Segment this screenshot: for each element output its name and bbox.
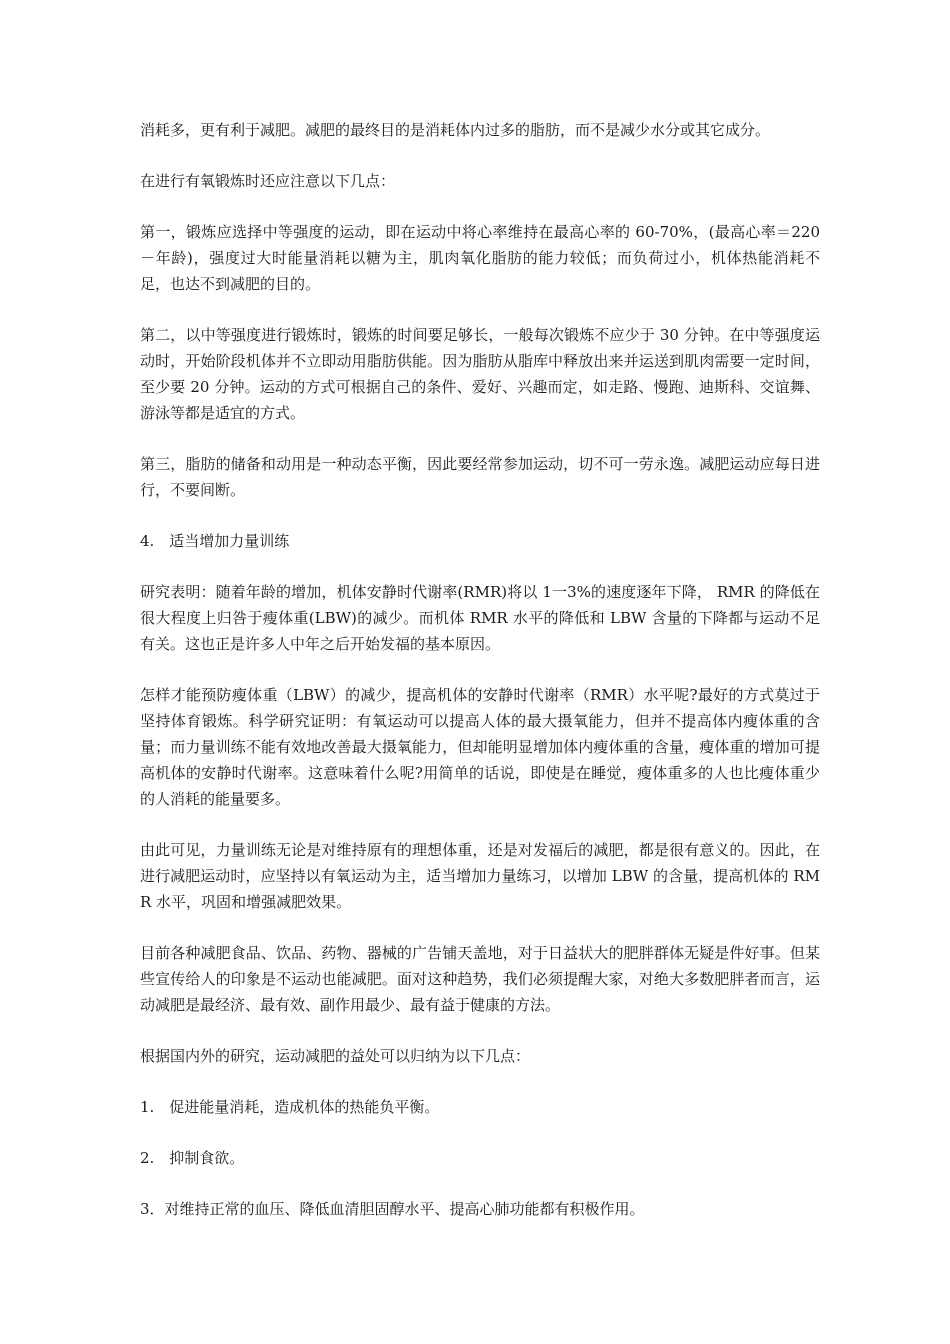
paragraph-intro-conclusion: 消耗多，更有利于减肥。减肥的最终目的是消耗体内过多的脂肪，而不是减少水分或其它成分。 (140, 121, 771, 139)
paragraph-point-three: 第三，脂肪的储备和动用是一种动态平衡，因此要经常参加运动，切不可一劳永逸。减肥运动应每日进行，不要间断。 (140, 455, 820, 499)
paragraph-diet-products: 目前各种减肥食品、饮品、药物、器械的广告铺天盖地，对于日益状大的肥胖群体无疑是件好事。但某些宣传给人的印象是不运动也能减肥。面对这种趋势，我们必须提醒大家，对绝大多数肥胖者而言，运动减肥是最经济、最有效、副作用最少、最有益于健康的方法。 (140, 944, 820, 1014)
section-heading-strength-training: 4. 适当增加力量训练 (140, 532, 290, 550)
paragraph-aerobic-notes-heading: 在进行有氧锻炼时还应注意以下几点： (140, 172, 396, 190)
list-item-benefit-2: 2. 抑制食欲。 (140, 1149, 245, 1167)
document-page (140, 117, 820, 1247)
list-item-benefit-3: 3．对维持正常的血压、降低血清胆固醇水平、提高心肺功能都有积极作用。 (140, 1200, 645, 1218)
paragraph-point-one: 第一，锻炼应选择中等强度的运动，即在运动中将心率维持在最高心率的 60-70%，(最高心率＝220－年龄)，强度过大时能量消耗以糖为主，肌肉氧化脂肪的能力较低；而负荷过小，机体热能消耗不足，也达不到减肥的目的。 (140, 223, 820, 293)
list-item-benefit-1: 1. 促进能量消耗，造成机体的热能负平衡。 (140, 1098, 440, 1116)
paragraph-lbw-prevention: 怎样才能预防瘦体重（LBW）的减少，提高机体的安静时代谢率（RMR）水平呢?最好的方式莫过于坚持体育锻炼。科学研究证明：有氧运动可以提高人体的最大摄氧能力，但并不提高体内瘦体重的含量；而力量训练不能有效地改善最大摄氧能力，但却能明显增加体内瘦体重的含量，瘦体重的增加可提高机体的安静时代谢率。这意味着什么呢?用简单的话说，即使是在睡觉，瘦体重多的人也比瘦体重少的人消耗的能量要多。 (140, 686, 820, 808)
paragraph-benefits-heading: 根据国内外的研究，运动减肥的益处可以归纳为以下几点： (140, 1047, 531, 1065)
paragraph-rmr-research: 研究表明：随着年龄的增加，机体安静时代谢率(RMR)将以 1一3%的速度逐年下降， RMR 的降低在很大程度上归咎于瘦体重(LBW)的减少。而机体 RMR 水平的降低和 LBW 含量的下降都与运动不足有关。这也正是许多人中年之后开始发福的基本原因。 (140, 583, 820, 653)
paragraph-point-two: 第二，以中等强度进行锻炼时，锻炼的时间要足够长，一般每次锻炼不应少于 30 分钟。在中等强度运动时，开始阶段机体并不立即动用脂肪供能。因为脂肪从脂库中释放出来并运送到肌肉需要一定时间，至少要 20 分钟。运动的方式可根据自己的条件、爱好、兴趣而定，如走路、慢跑、迪斯科、交谊舞、游泳等都是适宜的方式。 (140, 326, 820, 422)
paragraph-strength-significance: 由此可见，力量训练无论是对维持原有的理想体重，还是对发福后的减肥，都是很有意义的。因此，在进行减肥运动时，应坚持以有氧运动为主，适当增加力量练习，以增加 LBW 的含量，提高机体的 RMR 水平，巩固和增强减肥效果。 (140, 841, 820, 911)
